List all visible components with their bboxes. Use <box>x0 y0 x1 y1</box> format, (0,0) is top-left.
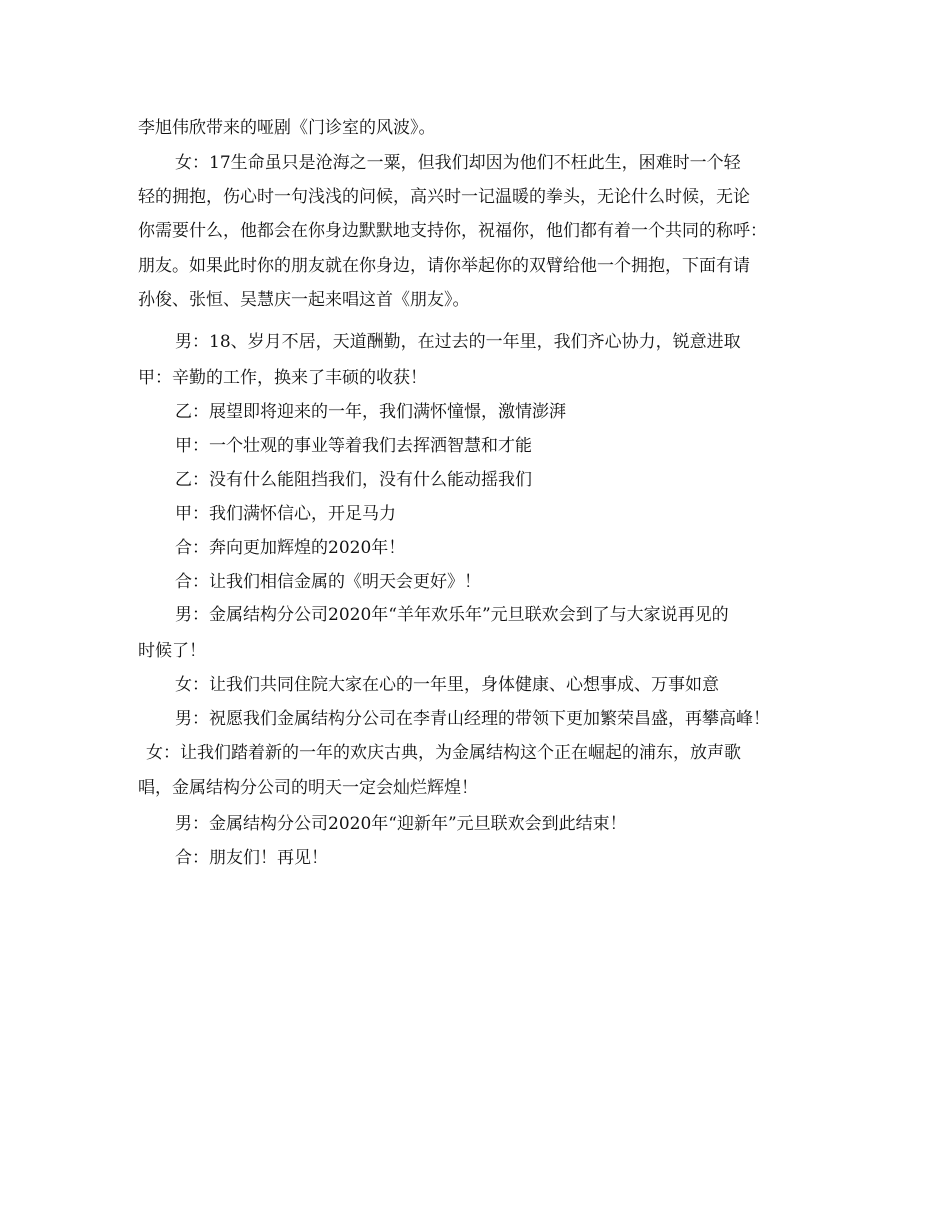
text-line-12: 甲：我们满怀信心，开足马力 <box>175 504 396 524</box>
text-line-11: 乙：没有什么能阻挡我们，没有什么能动摇我们 <box>175 470 532 490</box>
text-line-20: 唱，金属结构分公司的明天一定会灿烂辉煌！ <box>138 778 478 798</box>
text-line-14: 合：让我们相信金属的《明天会更好》！ <box>175 572 481 592</box>
text-line-6: 孙俊、张恒、吴慧庆一起来唱这首《朋友》。 <box>138 290 470 310</box>
text-line-19: 女：让我们踏着新的一年的欢庆古典，为金属结构这个正在崛起的浦东，放声歌 <box>146 743 741 763</box>
text-line-8: 甲：辛勤的工作，换来了丰硕的收获！ <box>138 368 427 388</box>
text-line-3: 轻的拥抱，伤心时一句浅浅的问候，高兴时一记温暖的拳头，无论什么时候，无论 <box>138 187 750 207</box>
text-line-17: 女：让我们共同住院大家在心的一年里，身体健康、心想事成、万事如意 <box>175 675 719 695</box>
text-line-18: 男：祝愿我们金属结构分公司在李青山经理的带领下更加繁荣昌盛，再攀高峰！ <box>175 709 770 729</box>
text-line-5: 朋友。如果此时你的朋友就在你身边，请你举起你的双臂给他一个拥抱，下面有请 <box>138 256 750 276</box>
text-line-15: 男：金属结构分公司2020年“羊年欢乐年”元旦联欢会到了与大家说再见的 <box>175 605 729 625</box>
text-line-1: 李旭伟欣带来的哑剧《门诊室的风波》。 <box>138 118 436 138</box>
text-line-16: 时候了！ <box>138 641 206 661</box>
text-line-4: 你需要什么，他都会在你身边默默地支持你，祝福你，他们都有着一个共同的称呼： <box>138 221 767 241</box>
text-line-9: 乙：展望即将迎来的一年，我们满怀憧憬，激情澎湃 <box>175 402 566 422</box>
text-line-10: 甲：一个壮观的事业等着我们去挥洒智慧和才能 <box>175 436 532 456</box>
text-line-21: 男：金属结构分公司2020年“迎新年”元旦联欢会到此结束！ <box>175 814 627 834</box>
text-line-13: 合：奔向更加辉煌的2020年！ <box>175 538 406 558</box>
text-line-22: 合：朋友们！再见！ <box>175 848 328 868</box>
text-line-7: 男：18、岁月不居，天道酬勤，在过去的一年里，我们齐心协力，锐意进取 <box>175 332 741 352</box>
text-line-2: 女：17生命虽只是沧海之一粟，但我们却因为他们不枉此生，困难时一个轻 <box>175 153 741 173</box>
